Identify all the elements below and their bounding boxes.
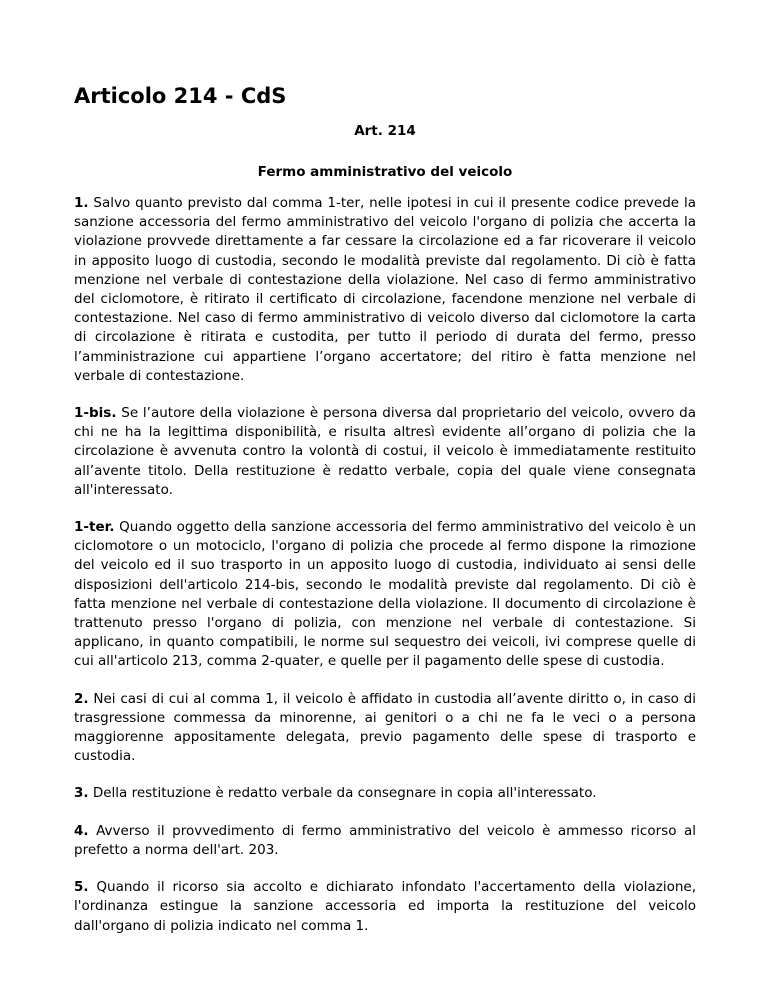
paragraph-1: [74, 194, 696, 386]
paragraph-number: 4.: [74, 822, 89, 839]
paragraph-5: [74, 878, 696, 936]
article-heading: Fermo amministrativo del veicolo: [257, 164, 513, 180]
paragraph-text: Avverso il provvedimento di fermo amministrativo del veicolo è ammesso ricorso al prefetto a norma dell'art. 203.: [74, 822, 696, 858]
paragraph-2: [74, 690, 696, 767]
paragraph-number: 1-bis.: [74, 405, 117, 422]
document-title: Articolo 214 - CdS: [74, 84, 287, 108]
paragraph-number: 1.: [74, 195, 89, 211]
paragraph-number: 1-ter.: [74, 519, 115, 536]
paragraph-number: 5.: [74, 879, 89, 896]
paragraph-1-ter: [74, 518, 696, 672]
paragraph-4: [74, 822, 696, 860]
article-label: Art. 214: [354, 123, 416, 139]
paragraph-text: Se l’autore della violazione è persona diversa dal proprietario del veicolo, ovvero da chi ne ha la legittima disponibilità, e risulta altresì evidente all’organo di polizia che la circolazione è avvenuta contro la volontà di costui, il veicolo è immediatamente restituito all’avente titolo. Della restituzione è redatto verbale, copia del quale viene consegnata all'interessato.: [74, 405, 697, 498]
paragraph-text: Quando oggetto della sanzione accessoria del fermo amministrativo del veicolo è un ciclomotore o un motociclo, l'organo di polizia che procede al fermo dispone la rimozione del veicolo ed il suo trasporto in un apposito luogo di custodia, individuato ai sensi delle disposizioni dell'articolo 214-bis, secondo le modalità previste dal regolamento. Di ciò è fatta menzione nel verbale di contestazione della violazione. Il documento di circolazione è trattenuto presso l'organo di polizia, con menzione nel verbale di contestazione. Si applicano, in quanto compatibili, le norme sul sequestro dei veicoli, ivi comprese quelle di cui all'articolo 213, comma 2-quater, e quelle per il pagamento delle spese di custodia.: [74, 519, 697, 670]
paragraph-text: Della restituzione è redatto verbale da consegnare in copia all'interessato.: [92, 785, 597, 802]
article-body: [74, 194, 696, 954]
paragraph-3: [74, 784, 696, 803]
paragraph-number: 2.: [74, 690, 89, 707]
paragraph-text: Quando il ricorso sia accolto e dichiarato infondato l'accertamento della violazione, l'ordinanza estingue la sanzione accessoria ed importa la restituzione del veicolo dall'organo di polizia indicato nel comma 1.: [74, 879, 696, 934]
paragraph-1-bis: [74, 404, 696, 500]
paragraph-text: Nei casi di cui al comma 1, il veicolo è affidato in custodia all’avente diritto o, in caso di trasgressione commessa da minorenne, ai genitori o a chi ne fa le veci o a persona maggiorenne appositamente delegata, previo pagamento delle spese di trasporto e custodia.: [74, 690, 696, 765]
paragraph-text: Salvo quanto previsto dal comma 1-ter, nelle ipotesi in cui il presente codice prevede la sanzione accessoria del fermo amministrativo del veicolo l'organo di polizia che accerta la violazione provvede direttamente a far cessare la circolazione ed a far ricoverare il veicolo in apposito luogo di custodia, secondo le modalità previste dal regolamento. Di ciò è fatta menzione nel verbale di contestazione della violazione. Nel caso di fermo amministrativo del ciclomotore, è ritirato il certificato di circolazione, facendone menzione nel verbale di contestazione. Nel caso di fermo amministrativo di veicolo diverso dal ciclomotore la carta di circolazione è ritirata e custodita, per tutto il periodo di durata del fermo, presso l’amministrazione cui appartiene l’organo accertatore; del ritiro è fatta menzione nel verbale di contestazione.: [74, 195, 696, 384]
paragraph-number: 3.: [74, 785, 89, 802]
